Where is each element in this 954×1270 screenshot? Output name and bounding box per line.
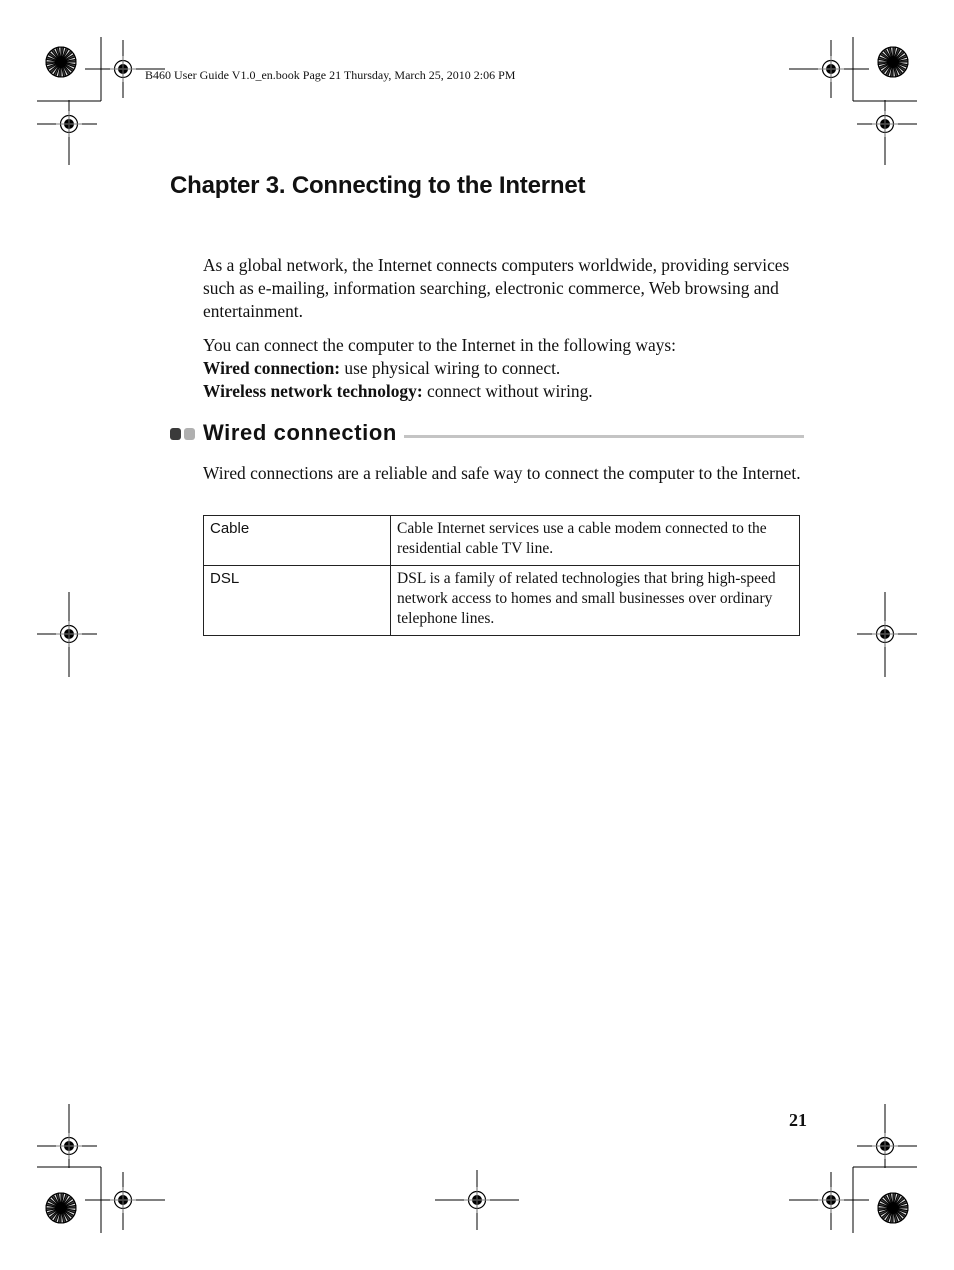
section-title: Wired connection: [203, 420, 397, 445]
connection-types-table: [203, 515, 800, 636]
crosshair-circle-icon: [110, 1187, 136, 1213]
starburst-wheel-icon: [46, 47, 76, 77]
connection-ways-intro: You can connect the computer to the Internet in the following ways:: [203, 335, 676, 355]
starburst-wheel-icon: [878, 47, 908, 77]
crosshair-circle-icon: [872, 621, 898, 647]
intro-paragraph: As a global network, the Internet connects computers worldwide, providing services such as e-mailing, information searching, electronic commerce, Web browsing and entertainment.: [203, 255, 790, 321]
way-item-wired: [203, 357, 807, 380]
section-paragraph: Wired connections are a reliable and safe way to connect the computer to the Internet.: [203, 463, 801, 483]
way-text: connect without wiring.: [422, 381, 593, 401]
table-cell-term: Cable: [204, 516, 391, 566]
crosshair-circle-icon: [110, 56, 136, 82]
table-cell-description: DSL is a family of related technologies that bring high-speed network access to homes and small businesses over ordinary telephone lines.: [391, 566, 800, 636]
starburst-wheel-icon: [878, 1193, 908, 1223]
table-cell-term: DSL: [204, 566, 391, 636]
section-rule: [404, 435, 804, 438]
crosshair-circle-icon: [872, 111, 898, 137]
way-term: Wired connection:: [203, 358, 341, 378]
page-number: 21: [789, 1110, 807, 1130]
table-row: [204, 566, 800, 636]
crosshair-circle-icon: [464, 1187, 490, 1213]
section-bullet-icon: [170, 428, 195, 440]
crosshair-circle-icon: [818, 1187, 844, 1213]
way-item-wireless: [203, 380, 807, 403]
crosshair-circle-icon: [56, 111, 82, 137]
way-term: Wireless network technology:: [203, 381, 423, 401]
section-heading: [170, 418, 804, 448]
chapter-title: Chapter 3. Connecting to the Internet: [170, 172, 586, 199]
crosshair-circle-icon: [56, 1133, 82, 1159]
crosshair-circle-icon: [818, 56, 844, 82]
book-file-info: B460 User Guide V1.0_en.book Page 21 Thursday, March 25, 2010 2:06 PM: [145, 68, 516, 82]
crosshair-circle-icon: [56, 621, 82, 647]
starburst-wheel-icon: [46, 1193, 76, 1223]
way-text: use physical wiring to connect.: [340, 358, 561, 378]
table-row: [204, 516, 800, 566]
crosshair-circle-icon: [872, 1133, 898, 1159]
table-cell-description: Cable Internet services use a cable modem connected to the residential cable TV line.: [391, 516, 800, 566]
